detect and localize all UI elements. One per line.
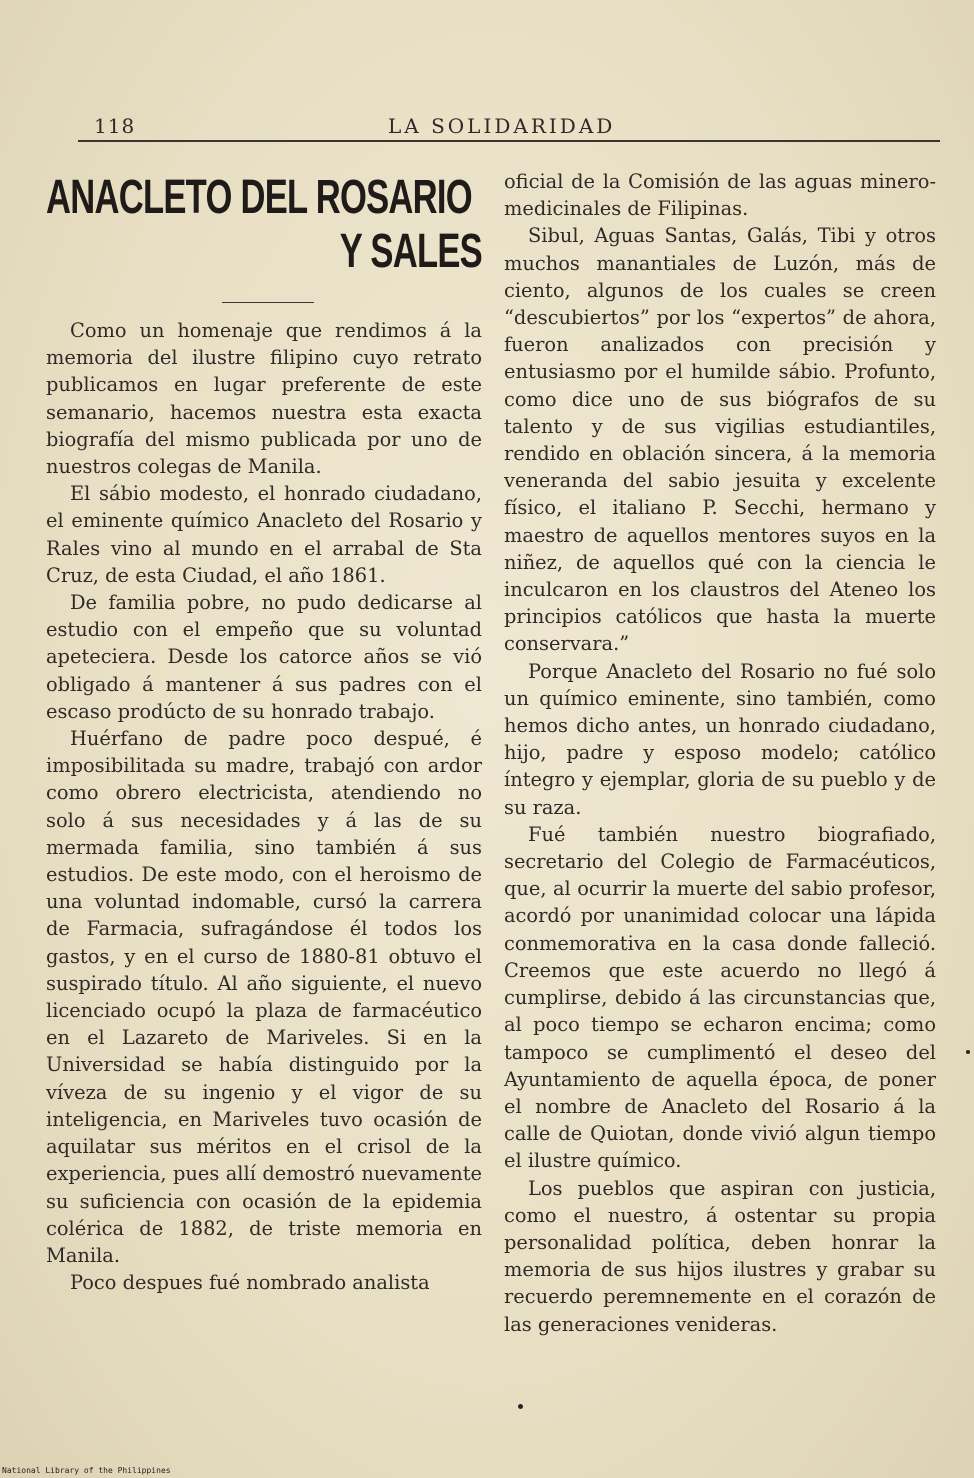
right-column <box>504 168 936 1338</box>
paragraph: El sábio modesto, el honrado ciudadano, el eminente químico Anacleto del Rosario y Rales vino al mundo en el arrabal de Sta Cruz, de esta Ciudad, el año 1861. <box>46 482 482 587</box>
journal-name: LA SOLIDARIDAD <box>388 114 616 138</box>
article-title-line-2: Y SALES <box>339 225 482 278</box>
paragraph: Fué también nuestro biografiado, secretario del Colegio de Farmacéuticos, que, al ocurrir la muerte del sabio profesor, acordó por unanimidad colocar una lápida conmemorativa en la casa donde falleció. Creemos que este acuerdo no llegó á cumplirse, debido á las circunstancias que, al poco tiempo se echaron encima; como tampoco se cumplimentó el deseo del Ayuntamiento de aquella época, de poner el nombre de Anacleto del Rosario á la calle de Quiotan, donde vivió algun tiempo el ilustre químico. <box>504 822 936 1173</box>
article-title-line-1: ANACLETO DEL ROSARIO <box>46 171 472 224</box>
paragraph: Los pueblos que aspiran con justicia, como el nuestro, á ostentar su propia personalidad política, deben honrar la memoria de sus hijos ilustres y grabar su recuerdo peremnemente en el corazón de las generaciones venideras. <box>504 1176 936 1336</box>
paragraph: Porque Anacleto del Rosario no fué solo un químico eminente, sino también, como hemos dicho antes, un honrado ciudadano, hijo, padre y esposo modelo; católico íntegro y ejemplar, gloria de su pueblo y de su raza. <box>504 659 936 819</box>
left-column <box>46 168 482 1296</box>
ink-spot <box>966 1050 970 1054</box>
ink-spot <box>518 1404 523 1409</box>
paragraph: Huérfano de padre poco despué, é imposibilitada su madre, trabajó con ardor como obrero electricista, atendiendo no solo á sus necesidades y á las de su mermada familia, sino también á sus estudios. De este modo, con el heroismo de una voluntad indomable, cursó la carrera de Farmacia, sufragándose él todos los gastos, y en el curso de 1880-81 obtuvo el suspirado título. Al año siguiente, el nuevo licenciado ocupó la plaza de farmacéutico en el Lazareto de Mariveles. Si en la Universidad se había distinguido por la víveza de su ingenio y el vigor de su inteligencia, en Mariveles tuvo ocasión de aquilatar sus méritos en el crisol de la experiencia, pues allí demostró nuevamente su suficiencia con ocasión de la epidemia colérica de 1882, de triste memoria en Manila. <box>46 727 482 1267</box>
running-head <box>78 110 940 140</box>
paragraph: De familia pobre, no pudo dedicarse al estudio con el empeño que su voluntad apeteciera. Desde los catorce años se vió obligado á mantener á sus padres con el escaso prodúcto de su honrado trabajo. <box>46 591 482 723</box>
title-divider <box>222 302 314 303</box>
header-rule <box>78 140 940 142</box>
paragraph: oficial de la Comisión de las aguas minero-medicinales de Filipinas. <box>504 170 936 221</box>
paragraph: Como un homenaje que rendimos á la memoria del ilustre filipino cuyo retrato publicamos en lugar preferente de este semanario, hacemos nuestra esta exacta biografía del mismo publicada por uno de nuestros colegas de Manila. <box>46 319 482 479</box>
paragraph: Poco despues fué nombrado analista <box>70 1271 430 1295</box>
library-credit: National Library of the Philippines <box>2 1466 171 1475</box>
page-number: 118 <box>94 114 136 138</box>
paragraph: Sibul, Aguas Santas, Galás, Tibi y otros muchos manantiales de Luzón, más de ciento, algunos de los cuales se creen “descubiertos” por los “expertos” de ahora, fueron analizados con precisión y entusiasmo por el humilde sábio. Profunto, como dice uno de sus biógrafos de su talento y de sus vigilias estudiantiles, rendido en oblación sincera, á la memoria veneranda del sabio jesuita y excelente físico, el italiano P. Secchi, hermano y maestro de aquellos mentores suyos en la niñez, de aquellos qué con la ciencia le inculcaron en los claustros del Ateneo los principios católicos que hasta la muerte conservara.” <box>504 224 936 656</box>
